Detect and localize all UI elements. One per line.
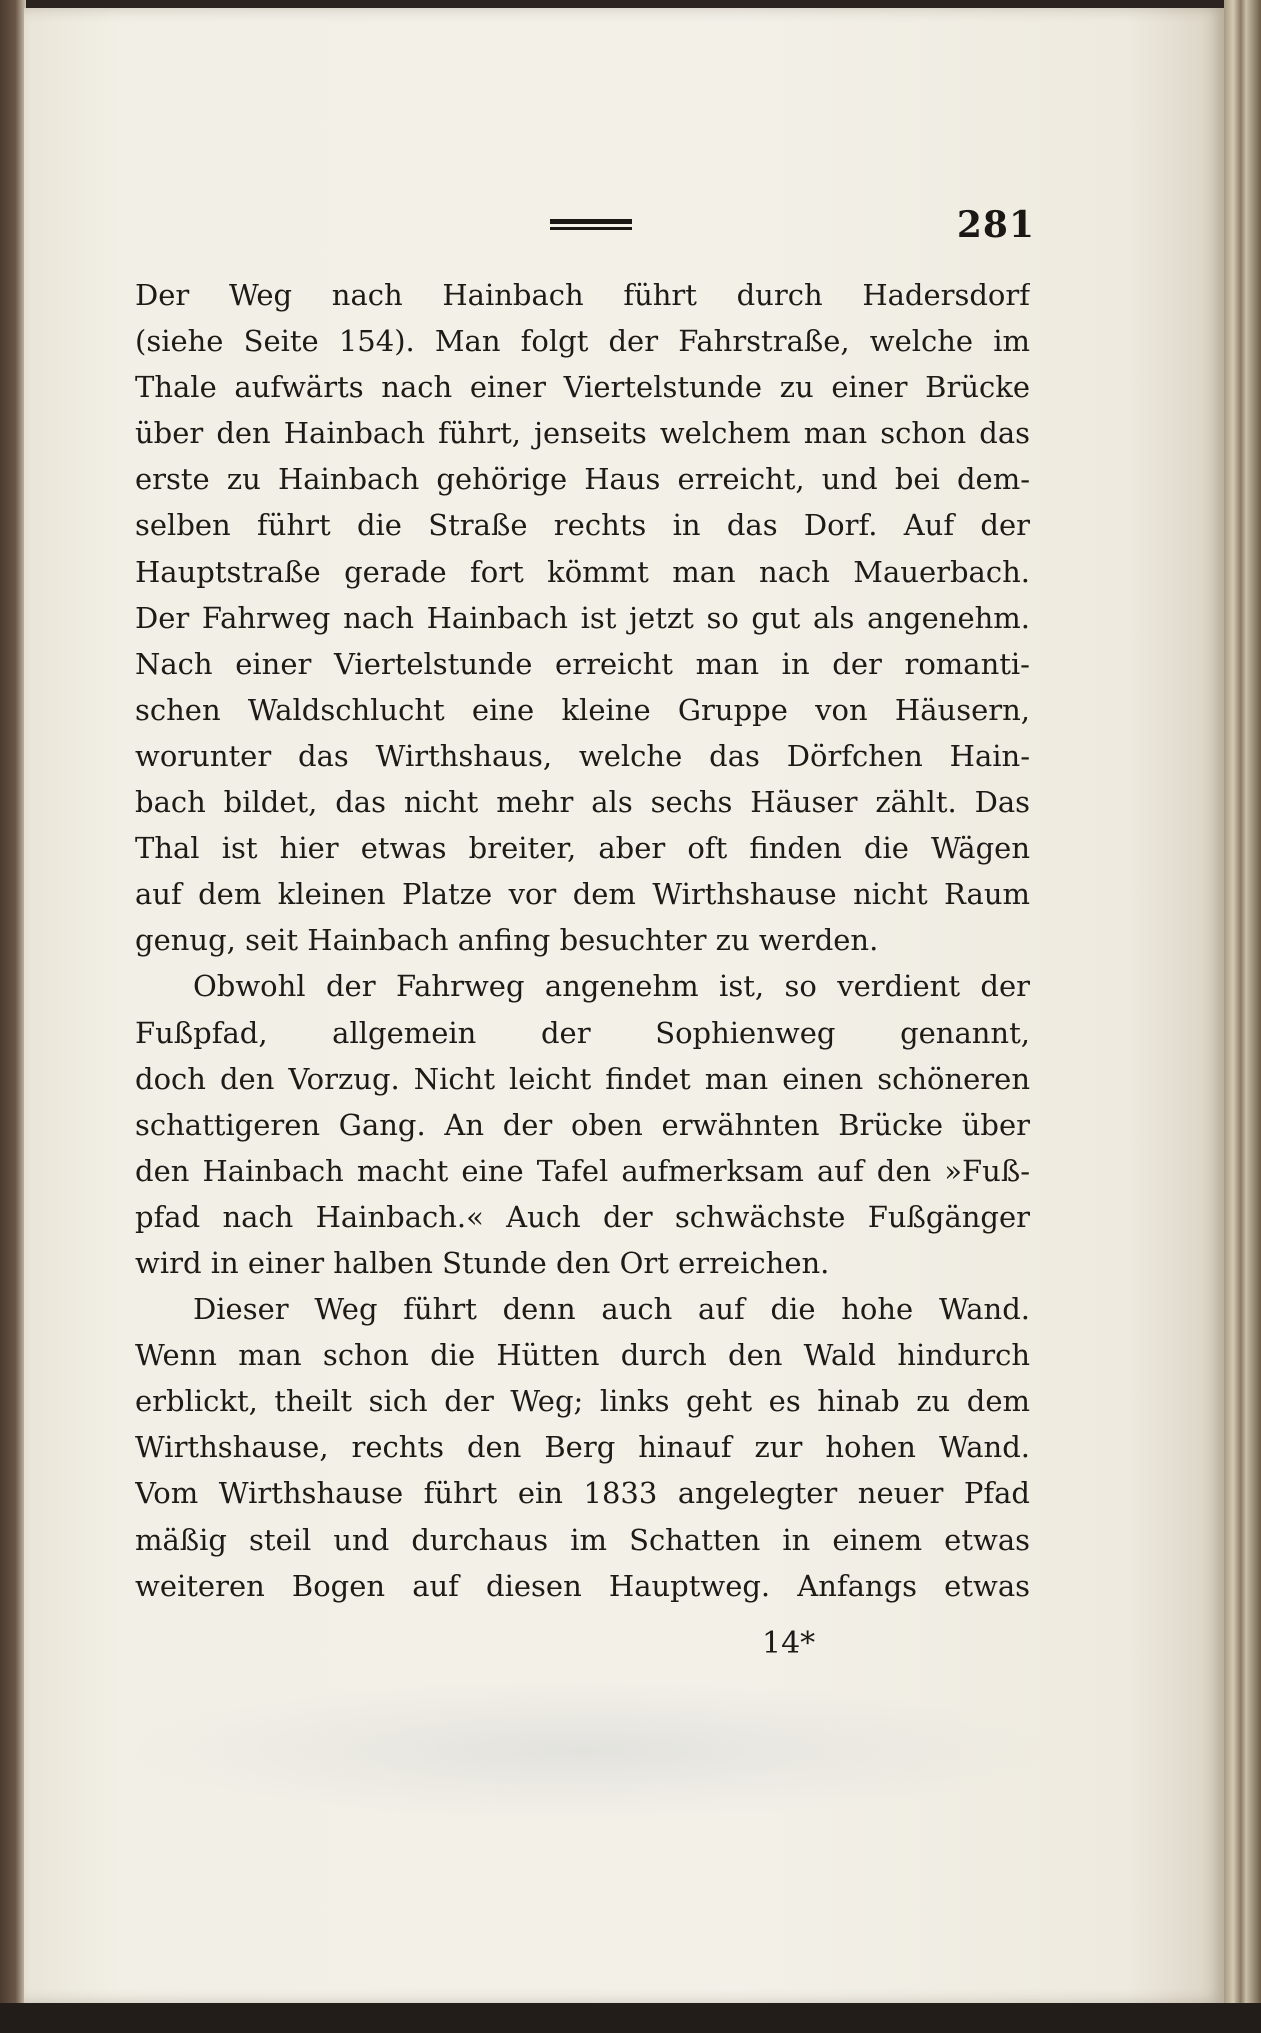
header-rule	[550, 219, 632, 231]
text-line: doch den Vorzug. Nicht leicht findet man einen schöneren	[135, 1061, 1030, 1096]
text-line: erste zu Hainbach gehörige Haus erreicht, und bei dem-	[135, 462, 1030, 497]
text-line: schen Waldschlucht eine kleine Gruppe von Häusern,	[135, 692, 1030, 727]
text-line: worunter das Wirthshaus, welche das Dörfchen Hain-	[135, 738, 1030, 773]
text-line: Der Weg nach Hainbach führt durch Hadersdorf	[135, 278, 1030, 312]
rule-thin	[550, 227, 632, 230]
text-line: Thal ist hier etwas breiter, aber oft finden die Wägen	[135, 831, 1030, 866]
text-line: Fußpfad, allgemein der Sophienweg genannt,	[135, 1015, 1030, 1050]
text-line: Wenn man schon die Hütten durch den Wald hindurch	[135, 1338, 1030, 1373]
text-line: weiteren Bogen auf diesen Hauptweg. Anfangs etwas	[135, 1568, 1030, 1603]
text-line: über den Hainbach führt, jenseits welchem man schon das	[135, 416, 1030, 451]
text-line: Der Fahrweg nach Hainbach ist jetzt so gut als angenehm.	[135, 600, 1030, 635]
text-line: genug, seit Hainbach anfing besuchter zu werden.	[135, 923, 879, 958]
page-number: 281	[956, 204, 1035, 246]
text-line: Nach einer Viertelstunde erreicht man in der romanti-	[135, 646, 1030, 681]
signature-mark: 14*	[762, 1626, 816, 1661]
text-line: auf dem kleinen Platze vor dem Wirthshause nicht Raum	[135, 877, 1030, 912]
text-line: Hauptstraße gerade fort kömmt man nach Mauerbach.	[135, 554, 1030, 589]
text-line: wird in einer halben Stunde den Ort erreichen.	[135, 1245, 830, 1280]
text-line: bach bildet, das nicht mehr als sechs Häuser zählt. Das	[135, 785, 1030, 820]
body-text	[135, 272, 1030, 1609]
text-line: mäßig steil und durchaus im Schatten in einem etwas	[135, 1522, 1030, 1557]
text-line: Wirthshause, rechts den Berg hinauf zur hohen Wand.	[135, 1430, 1030, 1465]
text-line: erblickt, theilt sich der Weg; links geht es hinab zu dem	[135, 1384, 1030, 1419]
text-line: Thale aufwärts nach einer Viertelstunde zu einer Brücke	[135, 370, 1030, 405]
bottom-shadow	[0, 2003, 1261, 2033]
text-line: Vom Wirthshause führt ein 1833 angelegter neuer Pfad	[135, 1476, 1030, 1511]
text-line: Obwohl der Fahrweg angenehm ist, so verdient der	[193, 969, 1030, 1004]
page-edges	[1224, 0, 1261, 2033]
text-line: schattigeren Gang. An der oben erwähnten Brücke über	[135, 1107, 1030, 1142]
book-cover-edge	[0, 0, 26, 2033]
text-line: selben führt die Straße rechts in das Dorf. Auf der	[135, 508, 1030, 543]
text-line: pfad nach Hainbach.« Auch der schwächste Fußgänger	[135, 1199, 1030, 1234]
text-line: (siehe Seite 154). Man folgt der Fahrstraße, welche im	[135, 324, 1030, 359]
paper-stain	[120, 1680, 1050, 1820]
text-line: den Hainbach macht eine Tafel aufmerksam auf den »Fuß-	[135, 1153, 1030, 1188]
rule-thick	[550, 219, 632, 224]
page-header	[135, 200, 1035, 250]
text-line: Dieser Weg führt denn auch auf die hohe Wand.	[193, 1292, 1030, 1327]
